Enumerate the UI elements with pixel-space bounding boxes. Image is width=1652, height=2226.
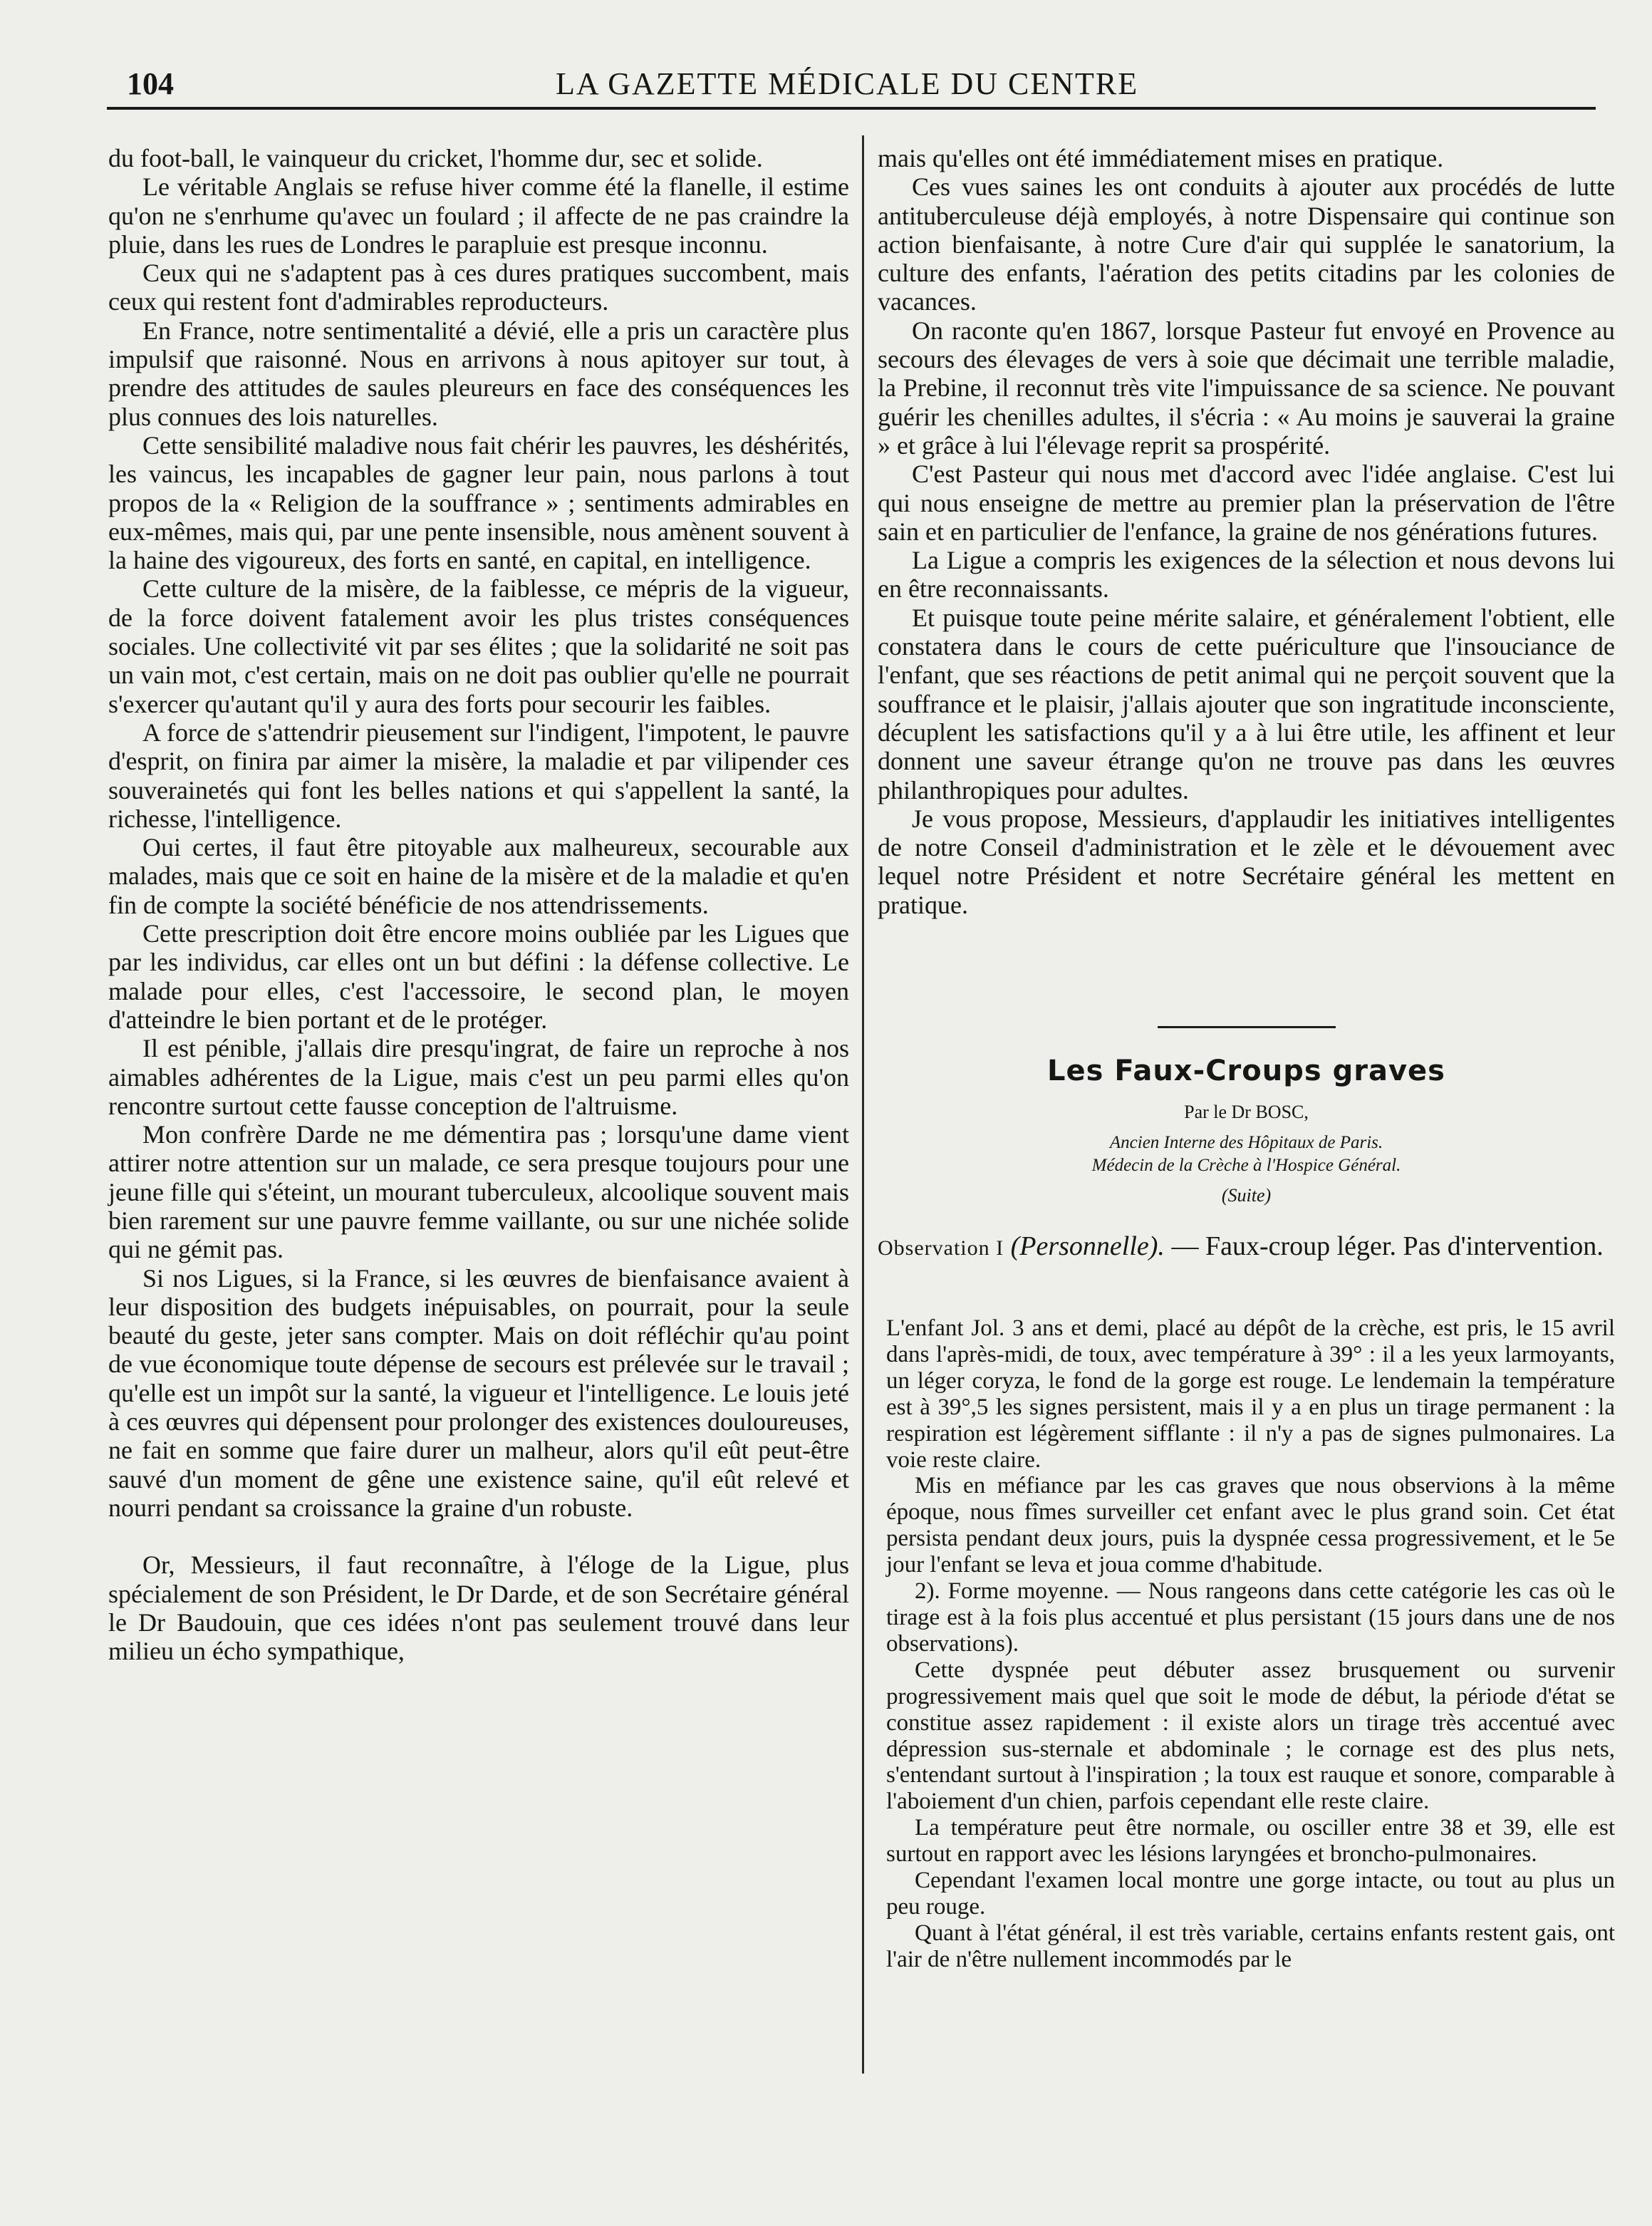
- paragraph: La température peut être normale, ou osciller entre 38 et 39, elle est surtout en rapport avec les lésions laryngées et broncho-pulmonaires.: [886, 1815, 1615, 1868]
- paragraph: A force de s'attendrir pieusement sur l'indigent, l'impotent, le pauvre d'esprit, on finira par aimer la misère, la maladie et par vilipender ces souverainetés qui font les belles nations et qui s'appellent la santé, la richesse, l'intelligence.: [108, 718, 849, 833]
- section-separator: [1158, 1026, 1336, 1028]
- paragraph: Cette dyspnée peut débuter assez brusquement ou survenir progressivement mais quel que soit le mode de début, la période d'état se constitue assez rapidement : il existe alors un tirage très accentué avec dépression sus-sternale et abdominale ; le cornage est des plus nets, s'entendant surtout à l'inspiration ; la toux est rauque et sonore, comparable à l'aboiement d'un chien, parfois cependant elle reste claire.: [886, 1657, 1615, 1815]
- paragraph: L'enfant Jol. 3 ans et demi, placé au dépôt de la crèche, est pris, le 15 avril dans l'après-midi, de toux, avec température à 39° : il a les yeux larmoyants, un léger coryza, le fond de la gorge est rouge. Le lendemain la température est à 39°,5 les signes persistent, mais il y a en plus un tirage permanent : la respiration est légèrement sifflante : il n'y a pas de signes pulmonaires. La voie reste claire.: [886, 1315, 1615, 1473]
- paragraph: Cependant l'examen local montre une gorge intacte, ou tout au plus un peu rouge.: [886, 1868, 1615, 1920]
- paragraph: Cette prescription doit être encore moins oubliée par les Ligues que par les individus, car elles ont un but défini : la défense collective. Le malade pour elles, c'est l'accessoire, le second plan, le moyen d'atteindre le bien portant et de le protéger.: [108, 919, 849, 1034]
- author-affiliation: [878, 1132, 1615, 1177]
- page-number: 104: [127, 66, 174, 101]
- paragraph: Ceux qui ne s'adaptent pas à ces dures pratiques succombent, mais ceux qui restent font d'admirables reproducteurs.: [108, 259, 849, 316]
- column-divider: [862, 135, 864, 2074]
- paragraph: Cette culture de la misère, de la faiblesse, ce mépris de la vigueur, de la force doivent fatalement avoir les plus tristes conséquences sociales. Une collectivité vit par ses élites ; que la solidarité ne soit pas un vain mot, c'est certain, mais on ne doit pas oublier qu'elle ne pourrait s'exercer qu'autant qu'il y aura des forts pour secourir les faibles.: [108, 574, 849, 718]
- left-column: [108, 144, 849, 1665]
- paragraph: La Ligue a compris les exigences de la sélection et nous devons lui en être reconnaissants.: [878, 546, 1615, 604]
- paragraph: du foot-ball, le vainqueur du cricket, l'homme dur, sec et solide.: [108, 144, 763, 172]
- paragraph: Je vous propose, Messieurs, d'applaudir les initiatives intelligentes de notre Conseil d'administration et le zèle et le dévouement avec lequel notre Président et notre Secrétaire général les mettent en pratique.: [878, 804, 1615, 919]
- paragraph: Quant à l'état général, il est très variable, certains enfants restent gais, ont l'air de n'être nullement incommodés par le: [886, 1920, 1615, 1972]
- paragraph: Le véritable Anglais se refuse hiver comme été la flanelle, il estime qu'on ne s'enrhume qu'avec un foulard ; il affecte de ne pas craindre la pluie, dans les rues de Londres le parapluie est presque inconnu.: [108, 172, 849, 259]
- observation-body: [886, 1315, 1615, 1973]
- paragraph: Il est pénible, j'allais dire presqu'ingrat, de faire un reproche à nos aimables adhérentes de la Ligue, mais c'est un peu parmi elles qu'on rencontre surtout cette fausse conception de l'altruisme.: [108, 1034, 849, 1120]
- observation-label: Observation I: [878, 1236, 1004, 1260]
- observation-text: — Faux-croup léger. Pas d'intervention.: [1171, 1231, 1604, 1261]
- header-rule: [107, 107, 1596, 110]
- paragraph: En France, notre sentimentalité a dévié, elle a pris un caractère plus impulsif que raisonné. Nous en arrivons à nous apitoyer sur tout, à prendre des attitudes de saules pleureurs en face des conséquences les plus connues des lois naturelles.: [108, 316, 849, 431]
- paragraph: mais qu'elles ont été immédiatement mises en pratique.: [878, 144, 1444, 172]
- article-author: Par le Dr BOSC,: [1184, 1102, 1309, 1122]
- observation-heading: [878, 1231, 1615, 1263]
- right-column: [878, 144, 1615, 919]
- affiliation-line: Médecin de la Crèche à l'Hospice Général.: [1091, 1156, 1401, 1175]
- paragraph: Ces vues saines les ont conduits à ajouter aux procédés de lutte antituberculeuse déjà employés, à notre Dispensaire qui continue son action bienfaisante, à notre Cure d'air qui supplée le sanatorium, la culture des enfants, l'aération des petits citadins par les colonies de vacances.: [878, 172, 1615, 316]
- paragraph: 2). Forme moyenne. — Nous rangeons dans cette catégorie les cas où le tirage est à la fois plus accentué et plus persistant (15 jours dans une de nos observations).: [886, 1578, 1615, 1657]
- paragraph: C'est Pasteur qui nous met d'accord avec l'idée anglaise. C'est lui qui nous enseigne de mettre au premier plan la préservation de l'être sain et en particulier de l'enfance, la graine de nos générations futures.: [878, 460, 1615, 546]
- continued-note: (Suite): [1221, 1185, 1272, 1206]
- paragraph: Mis en méfiance par les cas graves que nous observions à la même époque, nous fîmes surveiller cet enfant avec le plus grand soin. Cet état persista pendant deux jours, puis la dyspnée cessa progressivement, et le 5e jour l'enfant se leva et joua comme d'habitude.: [886, 1473, 1615, 1578]
- observation-qualifier: (Personnelle).: [1010, 1231, 1165, 1261]
- paragraph: Mon confrère Darde ne me démentira pas ; lorsqu'une dame vient attirer notre attention sur un malade, ce sera presque toujours pour une jeune fille qui s'éteint, un mourant tuberculeux, alcoolique souvent mais bien rarement sur une pauvre femme vaillante, ou sur une nichée solide qui ne gémit pas.: [108, 1120, 849, 1264]
- paragraph: Si nos Ligues, si la France, si les œuvres de bienfaisance avaient à leur disposition des budgets inépuisables, on pourrait, pour la seule beauté du geste, jeter sans compter. Mais on doit réfléchir qu'au point de vue économique toute dépense de secours est prélevée sur le travail ; qu'elle est un impôt sur la santé, la vigueur et l'intelligence. Le louis jeté à ces œuvres qui dépensent pour prolonger des existences douloureuses, ne fait en somme que faire durer un malheur, alors qu'il eût peut-être sauvé d'un moment de gêne une existence saine, qu'il eût relevé et nourri pendant sa croissance la graine d'un robuste.: [108, 1263, 849, 1522]
- paragraph: On raconte qu'en 1867, lorsque Pasteur fut envoyé en Provence au secours des élevages de vers à soie que décimait une terrible maladie, la Prebine, il reconnut très vite l'impuissance de sa science. Ne pouvant guérir les chenilles adultes, il s'écria : « Au moins je sauverai la graine » et grâce à lui l'élevage reprit sa prospérité.: [878, 316, 1615, 460]
- paragraph: Oui certes, il faut être pitoyable aux malheureux, secourable aux malades, mais que ce soit en haine de la misère et de la maladie et qu'en fin de compte la société bénéficie de nos attendrissements.: [108, 833, 849, 919]
- running-head: LA GAZETTE MÉDICALE DU CENTRE: [556, 66, 1139, 101]
- article-title: Les Faux-Croups graves: [1047, 1055, 1445, 1087]
- paragraph: Cette sensibilité maladive nous fait chérir les pauvres, les déshérités, les vaincus, les incapables de gagner leur pain, nous parlons à tout propos de la « Religion de la souffrance » ; sentiments admirables en eux-mêmes, mais qui, par une pente insensible, nous amènent souvent à la haine des vigoureux, des forts en santé, en capital, en intelligence.: [108, 430, 849, 575]
- affiliation-line: Ancien Interne des Hôpitaux de Paris.: [1109, 1133, 1383, 1152]
- paragraph: Et puisque toute peine mérite salaire, et généralement l'obtient, elle constatera dans le cours de cette puériculture que l'insouciance de l'enfant, que ses réactions de petit animal qui ne perçoit souvent que la souffrance et le plaisir, j'allais ajouter que son ingratitude inconsciente, décuplent les satisfactions qu'il y a à lui être utile, les affinent et leur donnent une saveur étrange qu'on ne trouve pas dans les œuvres philanthropiques pour adultes.: [878, 603, 1615, 804]
- paragraph: Or, Messieurs, il faut reconnaître, à l'éloge de la Ligue, plus spécialement de son Président, le Dr Darde, et de son Secrétaire général le Dr Baudouin, que ces idées n'ont pas seulement trouvé dans leur milieu un écho sympathique,: [108, 1551, 849, 1666]
